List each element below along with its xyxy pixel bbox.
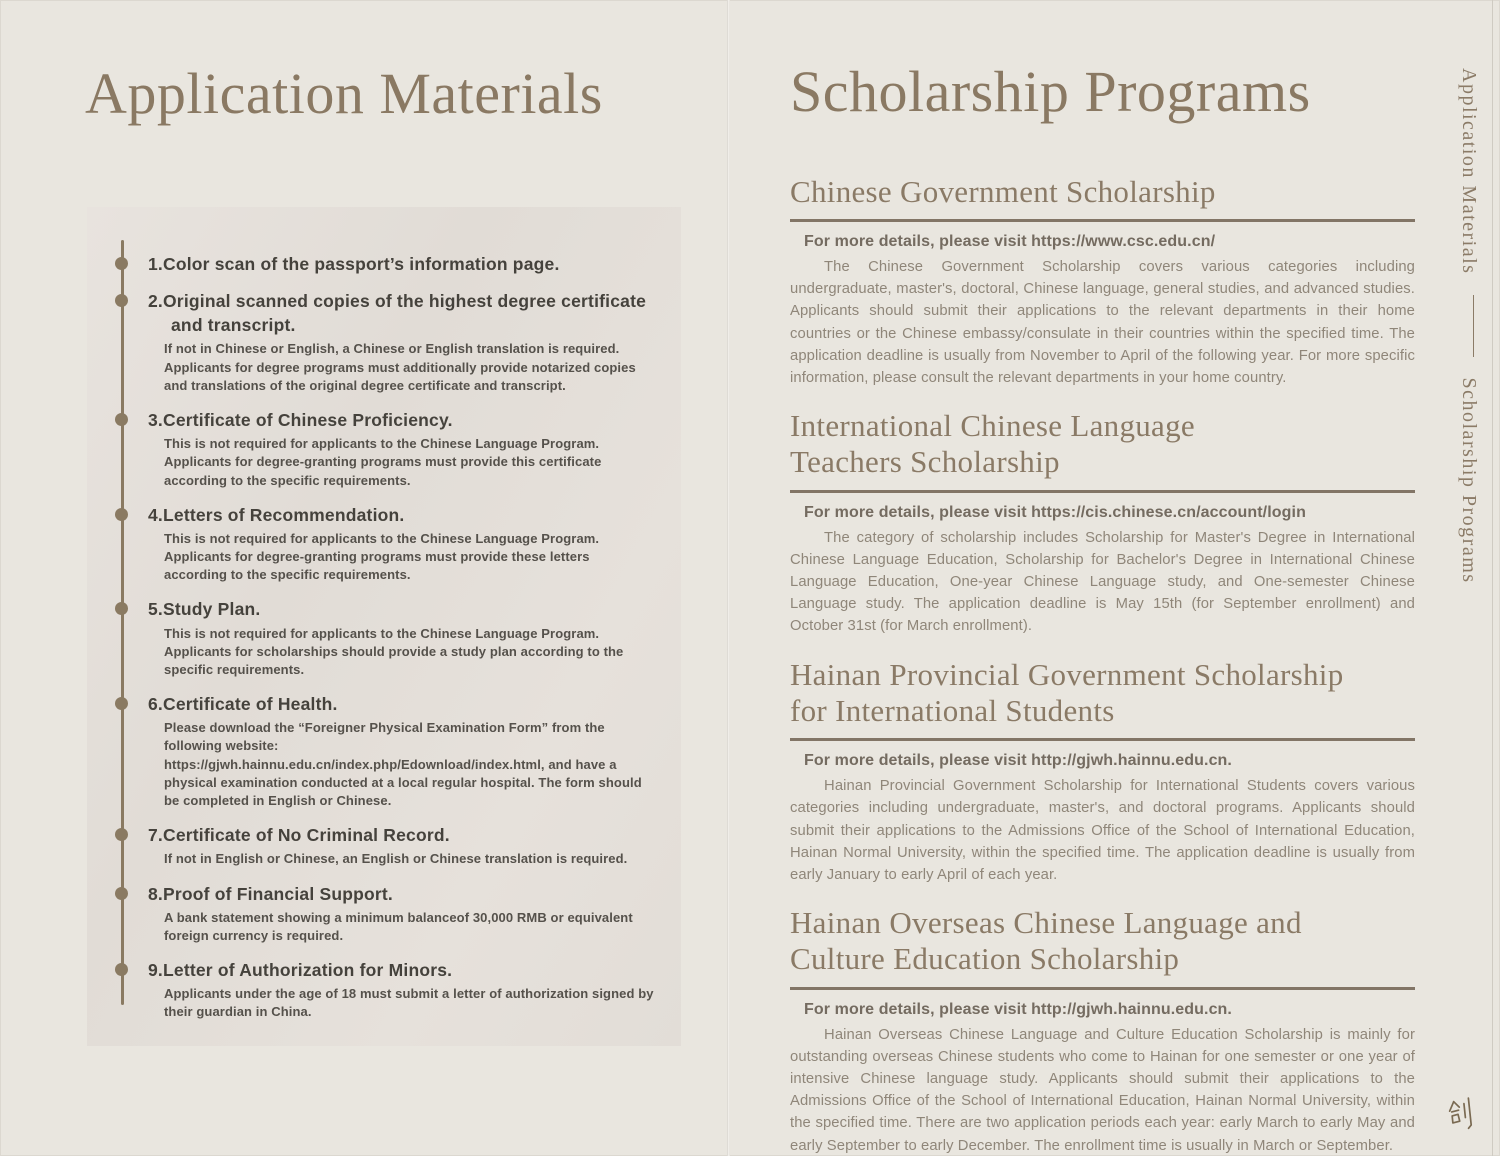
page-title-scholarship-programs: Scholarship Programs	[790, 59, 1311, 124]
item-heading: 4.Letters of Recommendation.	[148, 504, 405, 525]
item-heading: 7.Certificate of No Criminal Record.	[148, 825, 450, 846]
page-scholarship-programs	[730, 0, 1437, 1156]
page-edge-line	[1492, 0, 1493, 1156]
section-international-chinese-language-teachers-scholarship	[790, 408, 1415, 637]
section-heading: Chinese Government Scholarship	[790, 173, 1216, 209]
bullet-dot-icon	[115, 257, 128, 270]
item-heading: 6.Certificate of Health.	[148, 694, 338, 715]
item-heading: 9.Letter of Authorization for Minors.	[148, 960, 453, 981]
section-heading: Hainan Overseas Chinese Language and Culture Education Scholarship	[790, 905, 1302, 977]
section-body: The Chinese Government Scholarship covers various categories including undergraduate, master's, doctoral, Chinese language, general studies, and advanced studies. Applicants should submit their applications to the relevant departments in their home countries or the Chinese embassy/consulate in their countries within the specified time. The application deadline is usually from November to April of the following year. For more specific information, please consult the relevant departments in your home country.	[790, 259, 1415, 386]
item-description: If not in English or Chinese, an English or Chinese translation is required.	[164, 851, 628, 867]
list-item	[148, 289, 656, 395]
item-heading: 1.Color scan of the passport’s information page.	[148, 254, 560, 274]
item-description: This is not required for applicants to the Chinese Language Program. Applicants for degree-granting programs must provide these letters according to the specific requirements.	[164, 530, 600, 583]
section-rule	[790, 738, 1415, 741]
section-details-link-line: For more details, please visit http://gjwh.hainnu.edu.cn.	[804, 1000, 1232, 1018]
page-title-application-materials: Application Materials	[85, 61, 603, 126]
section-rule	[790, 987, 1415, 990]
bullet-dot-icon	[115, 828, 128, 841]
margin-tabs	[1456, 68, 1482, 584]
section-rule	[790, 490, 1415, 493]
item-description: If not in Chinese or English, a Chinese or English translation is required. Applicants for degree programs must additionally provide notarized copies and translations of the original degree certificate and transcript.	[164, 341, 636, 393]
materials-panel	[87, 207, 681, 1046]
section-body: The category of scholarship includes Scholarship for Master's Degree in International Chinese Language Education, Scholarship for Bachelor's Degree in International Chinese Language Education, One-year Chinese Language study, and One-semester Chinese Language study. The application deadline is May 15th (for September enrollment) and October 31st (for March enrollment).	[790, 529, 1415, 635]
margin-tab-scholarship-programs: Scholarship Programs	[1458, 377, 1480, 584]
materials-list	[148, 252, 656, 1035]
section-details-link-line: For more details, please visit http://gjwh.hainnu.edu.cn.	[804, 752, 1232, 770]
bullet-dot-icon	[115, 294, 128, 307]
item-heading: 8.Proof of Financial Support.	[148, 883, 393, 904]
list-item	[148, 597, 656, 679]
margin-tab-application-materials: Application Materials	[1458, 68, 1480, 275]
section-chinese-government-scholarship	[790, 174, 1415, 389]
list-item	[148, 503, 656, 585]
item-heading: 2.Original scanned copies of the highest degree certificate and transcript.	[148, 291, 647, 336]
list-item	[148, 882, 656, 946]
item-heading: 5.Study Plan.	[148, 599, 261, 620]
page-application-materials	[0, 0, 728, 1156]
section-heading: International Chinese Language Teachers Scholarship	[790, 408, 1195, 480]
section-hainan-overseas-chinese-scholarship	[790, 905, 1415, 1156]
section-hainan-provincial-government-scholarship	[790, 657, 1415, 886]
section-body: Hainan Provincial Government Scholarship for International Students covers various categories including undergraduate, master's, and doctoral programs. Applicants should submit their applications to the Admissions Office of the School of International Education, Hainan Normal University, within the specified time. The application deadline is usually from early January to early April of each year.	[790, 778, 1415, 883]
bullet-dot-icon	[115, 413, 128, 426]
list-item	[148, 252, 656, 276]
bullet-dot-icon	[115, 887, 128, 900]
bullet-dot-icon	[115, 602, 128, 615]
section-details-link-line: For more details, please visit https://cis.chinese.cn/account/login	[804, 503, 1306, 521]
item-description: Please download the “Foreigner Physical Examination Form” from the following website: https://gjwh.hainnu.edu.cn/index.php/Edownload/index.html, and have a physical examination conducted at a local regular hospital. The form should be completed in English or Chinese.	[164, 720, 642, 808]
section-heading: Hainan Provincial Government Scholarship for International Students	[790, 656, 1344, 728]
seal-character-icon	[1446, 1094, 1476, 1134]
list-item	[148, 692, 656, 810]
item-description: Applicants under the age of 18 must submit a letter of authorization signed by their guardian in China.	[164, 986, 654, 1020]
section-body: Hainan Overseas Chinese Language and Culture Education Scholarship is mainly for outstanding overseas Chinese students who come to Hainan for one semester or one year of intensive Chinese language study. Applicants should submit their applications to the Admissions Office of the School of International Education, Hainan Normal University, within the specified time. There are two application periods each year: early March to early May and early September to early December. The enrollment time is usually in March or September.	[790, 1026, 1415, 1154]
right-margin-strip	[1430, 0, 1500, 1156]
bullet-dot-icon	[115, 697, 128, 710]
item-description: This is not required for applicants to the Chinese Language Program. Applicants for degree-granting programs must provide this certificate according to the specific requirements.	[164, 436, 602, 488]
section-rule	[790, 219, 1415, 222]
list-item	[148, 823, 656, 868]
bullet-dot-icon	[115, 508, 128, 521]
list-item	[148, 958, 656, 1022]
section-details-link-line: For more details, please visit https://www.csc.edu.cn/	[804, 233, 1216, 251]
item-heading: 3.Certificate of Chinese Proficiency.	[148, 409, 453, 430]
list-item	[148, 408, 656, 490]
item-description: A bank statement showing a minimum balanceof 30,000 RMB or equivalent foreign currency is required.	[164, 909, 633, 943]
bullet-dot-icon	[115, 963, 128, 976]
item-description: This is not required for applicants to the Chinese Language Program. Applicants for scholarships should provide a study plan according to the specific requirements.	[164, 625, 624, 677]
tab-divider-line	[1473, 295, 1475, 357]
